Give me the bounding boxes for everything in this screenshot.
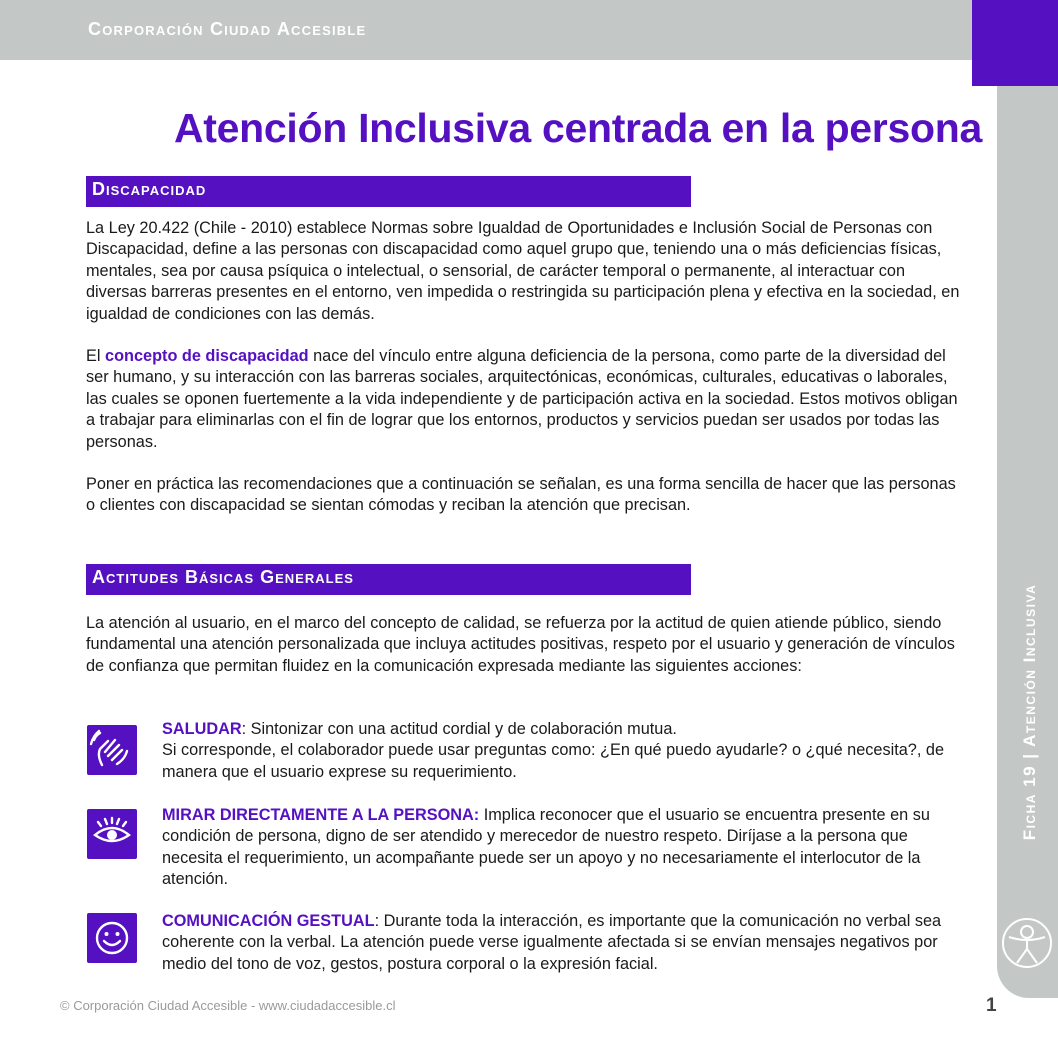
item-term: COMUNICACIÓN GESTUAL [162, 912, 375, 930]
paragraph-concepto-post: nace del vínculo entre alguna deficiencia de la persona, como parte de la diversidad del ser humano, y su interacción con las barreras sociales, arquitectónicas, económicas, culturales, educativas o laborales, las cuales se oponen fuertemente a la vida independiente y de participación activa en la sociedad. Estos motivos obligan a trabajar para eliminarlas con el fin de lograr que los entornos, productos y servicios puedan ser usados por todas las personas. [86, 347, 958, 451]
header-bar [0, 0, 972, 60]
item-comunicacion [162, 911, 962, 975]
eye-icon [87, 809, 137, 859]
paragraph-recomendaciones: Poner en práctica las recomendaciones que a continuación se señalan, es una forma sencilla de hacer que las personas o clientes con discapacidad se sientan cómodas y reciban la atención que precisan. [86, 475, 956, 515]
paragraph-concepto [86, 346, 966, 453]
page-title: Atención Inclusiva centrada en la persona [174, 105, 982, 151]
item-mirar [162, 805, 962, 891]
org-name: Corporación Ciudad Accesible [88, 19, 367, 39]
item-text: : Durante toda la interacción, es importante que la comunicación no verbal sea coherente con la verbal. La atención puede verse igualmente afectada si se envían mensajes negativos por medio del tono de voz, gestos, postura corporal o la expresión facial. [162, 912, 942, 973]
footer-copyright: © Corporación Ciudad Accesible - www.ciudadaccesible.cl [60, 998, 396, 1013]
concepto-link[interactable]: concepto de discapacidad [105, 347, 309, 365]
item-saludar [162, 719, 962, 783]
section-heading-discapacidad: Discapacidad [86, 176, 691, 207]
waving-hand-icon [87, 725, 137, 775]
smiley-face-icon [87, 913, 137, 963]
accessibility-logo-icon [999, 915, 1055, 971]
sidebar-tab [997, 86, 1058, 998]
paragraph-ley: La Ley 20.422 (Chile - 2010) establece Normas sobre Igualdad de Oportunidades e Inclusión Social de Personas con Discapacidad, define a las personas con discapacidad como aquel grupo que, teniendo una o más deficiencias físicas, mentales, sea por causa psíquica o intelectual, o sensorial, de carácter temporal o permanente, al interactuar con diversas barreras presentes en el entorno, ven impedida o restringida su participación plena y efectiva en la sociedad, en igualdad de condiciones con las demás. [86, 219, 960, 323]
paragraph-actitudes-intro: La atención al usuario, en el marco del concepto de calidad, se refuerza por la actitud de quien atiende público, siendo fundamental una atención personalizada que incluya actitudes positivas, respeto por el usuario y generación de vínculos de confianza que permitan fluidez en la comunicación expresada mediante las siguientes acciones: [86, 614, 955, 675]
item-text: : Sintonizar con una actitud cordial y de colaboración mutua. Si corresponde, el colaborador puede usar preguntas como: ¿En qué puedo ayudarle? o ¿qué necesita?, de manera que el usuario exprese su requerimiento. [162, 720, 945, 781]
sidebar-label: Ficha 19 | Atención Inclusiva [1020, 583, 1039, 841]
item-term: SALUDAR [162, 720, 242, 738]
item-term: MIRAR DIRECTAMENTE A LA PERSONA: [162, 806, 480, 824]
corner-accent [972, 0, 1058, 86]
section-heading-actitudes: Actitudes Básicas Generales [86, 564, 691, 595]
item-text: Implica reconocer que el usuario se encuentra presente en su condición de persona, digno de ser atendido y merecedor de nuestro respeto. Diríjase a la persona que necesita el requerimiento, un acompañante puede ser un apoyo y no necesariamente el interlocutor de la atención. [162, 806, 930, 889]
paragraph-concepto-pre: El [86, 347, 106, 365]
page-number: 1 [986, 995, 997, 1016]
